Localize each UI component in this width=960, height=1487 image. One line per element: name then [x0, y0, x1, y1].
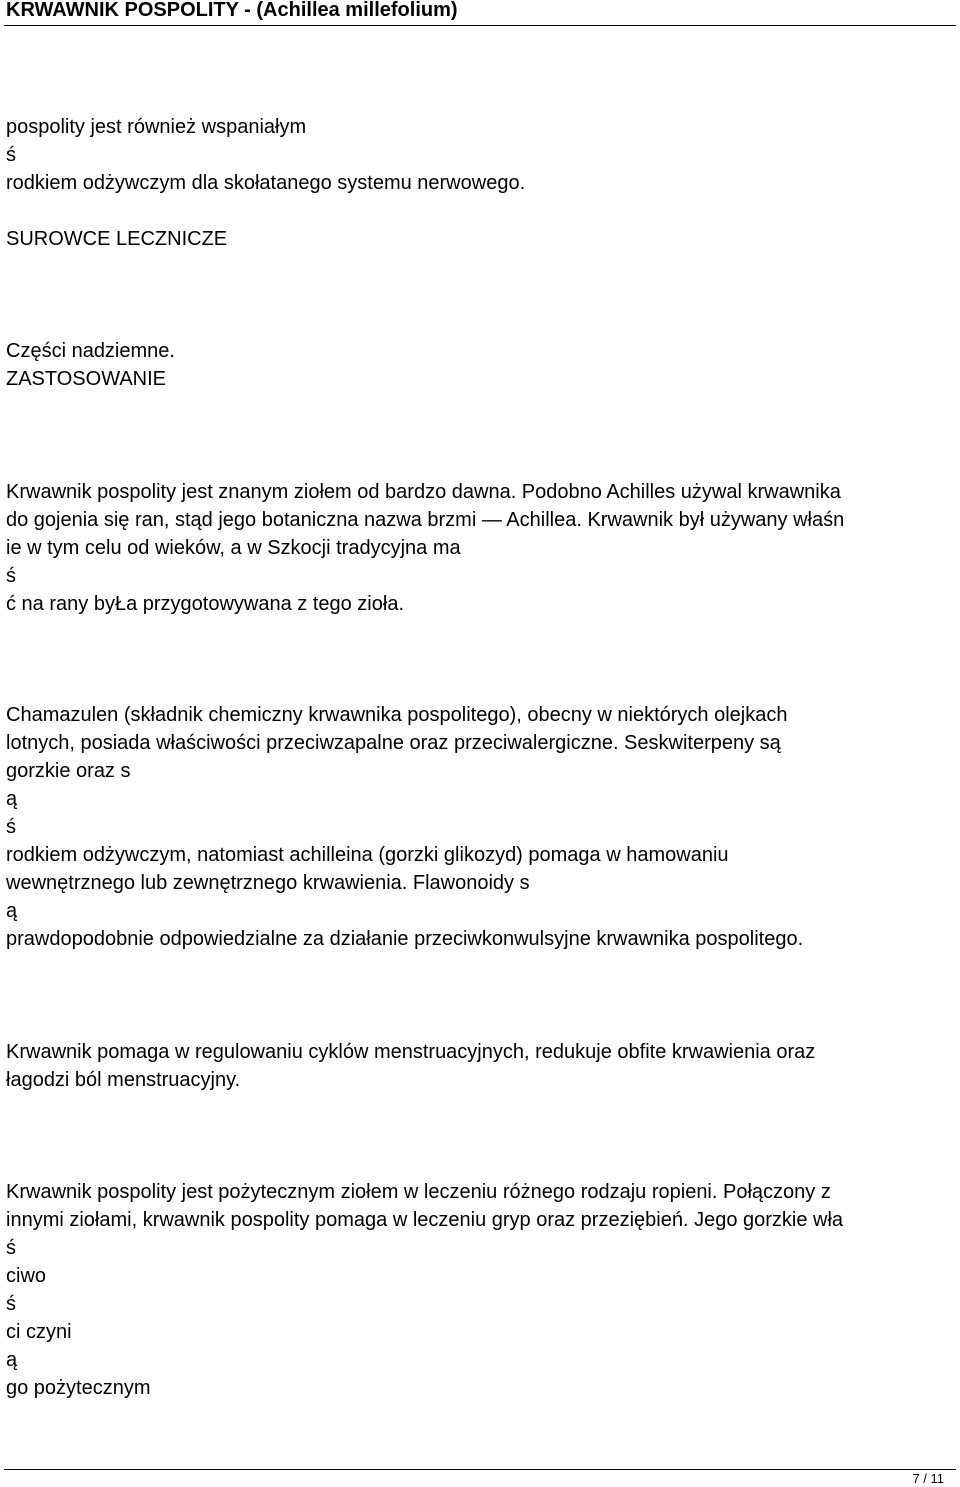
text-line: rodkiem odżywczym dla skołatanego systemu nerwowego.: [6, 172, 526, 194]
text-line: ci czyni: [6, 1321, 72, 1343]
text-line: ciwo: [6, 1265, 47, 1287]
text-line: prawdopodobnie odpowiedzialne za działanie przeciwkonwulsyjne krwawnika pospolitego.: [6, 928, 804, 950]
section-heading: ZASTOSOWANIE: [6, 368, 167, 390]
section-heading: SUROWCE LECZNICZE: [6, 228, 228, 250]
text-line: ą: [6, 900, 18, 922]
text-line: ie w tym celu od wieków, a w Szkocji tradycyjna ma: [6, 537, 461, 559]
text-line: łagodzi ból menstruacyjny.: [6, 1069, 241, 1091]
text-line: Krwawnik pomaga w regulowaniu cyklów menstruacyjnych, redukuje obfite krwawienia oraz: [6, 1041, 816, 1063]
text-line: lotnych, posiada właściwości przeciwzapalne oraz przeciwalergiczne. Seskwiterpeny są: [6, 732, 781, 754]
page-number: 7 / 11: [912, 1471, 944, 1486]
footer-divider: [4, 1469, 956, 1470]
text-line: rodkiem odżywczym, natomiast achilleina (gorzki glikozyd) pomaga w hamowaniu: [6, 844, 729, 866]
text-line: wewnętrznego lub zewnętrznego krwawienia. Flawonoidy s: [6, 872, 530, 894]
text-line: Krwawnik pospolity jest znanym ziołem od bardzo dawna. Podobno Achilles używal krwawnika: [6, 481, 841, 503]
text-line: pospolity jest również wspaniałym: [6, 116, 307, 138]
text-line: ś: [6, 144, 16, 166]
header-divider: [4, 25, 956, 26]
text-line: ą: [6, 788, 18, 810]
text-line: innymi ziołami, krwawnik pospolity pomaga w leczeniu gryp oraz przeziębień. Jego gorzkie wła: [6, 1209, 844, 1231]
text-line: ś: [6, 565, 16, 587]
text-line: ć na rany byŁa przygotowywana z tego zioła.: [6, 593, 404, 615]
text-line: do gojenia się ran, stąd jego botaniczna nazwa brzmi — Achillea. Krwawnik był używany właśn: [6, 509, 845, 531]
text-line: Krwawnik pospolity jest pożytecznym ziołem w leczeniu różnego rodzaju ropieni. Połączony z: [6, 1181, 831, 1203]
text-line: go pożytecznym: [6, 1377, 151, 1399]
text-line: ś: [6, 816, 16, 838]
text-line: ś: [6, 1237, 16, 1259]
text-line: ą: [6, 1349, 18, 1371]
text-line: gorzkie oraz s: [6, 760, 131, 782]
text-line: Chamazulen (składnik chemiczny krwawnika pospolitego), obecny w niektórych olejkach: [6, 704, 788, 726]
document-title: KRWAWNIK POSPOLITY - (Achillea millefolium): [6, 0, 458, 21]
text-line: ś: [6, 1293, 16, 1315]
text-line: Części nadziemne.: [6, 340, 175, 362]
